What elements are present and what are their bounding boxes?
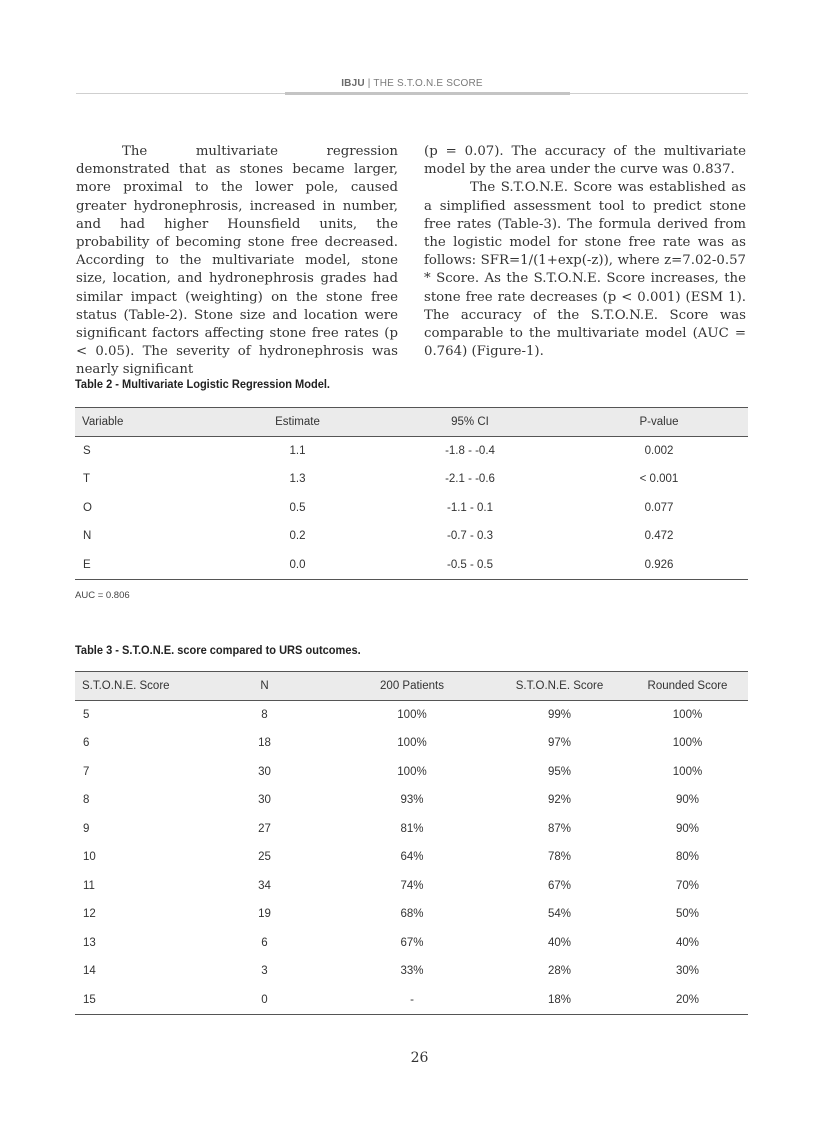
table2	[75, 407, 748, 580]
table-cell: 100%	[672, 737, 703, 750]
table-row	[75, 843, 748, 872]
table-cell: 0.002	[644, 445, 674, 457]
table-row	[75, 465, 748, 494]
table-cell: 8	[261, 709, 268, 721]
table-row	[75, 437, 748, 466]
table-cell: 5	[83, 709, 90, 721]
table3	[75, 671, 748, 1015]
table-cell: 78%	[547, 851, 572, 864]
table-cell: 68%	[400, 908, 424, 921]
table3-header-cell: S.T.O.N.E. Score	[492, 672, 627, 701]
table-cell: -0.7 - 0.3	[446, 530, 494, 543]
table3-caption: Table 3 - S.T.O.N.E. score compared to URS outcomes.	[75, 643, 361, 657]
table-cell: 100%	[672, 765, 703, 778]
table-cell: 100%	[397, 709, 427, 721]
table-cell: 34	[258, 879, 271, 892]
table-cell: N	[83, 530, 92, 543]
table-cell: 30%	[675, 965, 700, 978]
table-cell: 0.5	[289, 501, 306, 514]
running-header	[76, 78, 748, 89]
table-cell: 10	[83, 851, 96, 864]
table-cell: E	[75, 551, 225, 580]
table-row	[75, 986, 748, 1015]
table-row	[75, 786, 748, 815]
header-title: THE S.T.O.N.E SCORE	[373, 78, 483, 89]
table-row	[75, 758, 748, 787]
table-cell: -1.1 - 0.1	[446, 501, 494, 514]
table-cell: 97%	[547, 737, 572, 750]
table-cell: 54%	[547, 908, 572, 921]
table2-caption: Table 2 - Multivariate Logistic Regression Model.	[75, 377, 330, 391]
table-cell: 0	[197, 986, 332, 1015]
table-cell: 0.472	[644, 530, 674, 543]
table-cell: 18	[258, 737, 271, 750]
table3-header-cell: 200 Patients	[332, 672, 492, 701]
table3-header-cell: N	[197, 672, 332, 701]
table-cell: 70%	[675, 879, 700, 892]
table2-header-cell: 95% CI	[370, 408, 570, 437]
right-paragraph-2: The S.T.O.N.E. Score was established as a simplified assessment tool to predict stone free rates (Table-3). The formula derived from the logistic model for stone free rate was as follows: SFR=1/(1+exp(-z)), where z=7.02-0.57 * Score. As the S.T.O.N.E. Score increases, the stone free rate decreases (p < 0.001) (ESM 1). The accuracy of the S.T.O.N.E. Score was comparable to the multivariate model (AUC = 0.764) (Figure-1).	[424, 180, 746, 360]
table-row	[75, 900, 748, 929]
table-cell: 67%	[547, 879, 572, 892]
table2-body	[75, 437, 748, 580]
table-cell: 90%	[675, 822, 700, 835]
table-cell: 81%	[400, 822, 424, 835]
table3-body	[75, 701, 748, 1015]
table-row	[75, 957, 748, 986]
left-paragraph: The multivariate regression demonstrated that as stones became larger, more proximal to the lower pole, caused greater hydronephrosis, increased in number, and had higher Hounsfield units, the probability of becoming stone free decreased. According to the multivariate model, stone size, location, and hydronephrosis grades had similar impact (weighting) on the stone free status (Table-2). Stone size and location were significant factors affecting stone free rates (p < 0.05). The severity of hydronephrosis was nearly significant	[76, 144, 398, 378]
table-cell: 100%	[397, 737, 427, 750]
table-cell: 25	[258, 851, 271, 864]
table2-header-cell: P-value	[570, 408, 748, 437]
table2-header-cell: Estimate	[225, 408, 370, 437]
table-row	[75, 494, 748, 523]
header-separator: |	[367, 78, 371, 89]
table-cell: O	[83, 501, 92, 514]
table-cell: 0.0	[225, 551, 370, 580]
table-cell: 64%	[400, 851, 424, 864]
table-row	[75, 701, 748, 730]
table-cell: 92%	[547, 794, 572, 807]
body-column-left	[76, 143, 398, 380]
table-cell: 90%	[675, 794, 700, 807]
table-cell: 11	[83, 879, 95, 892]
table-cell: 12	[83, 908, 96, 921]
table-row	[75, 872, 748, 901]
header-rule-accent	[285, 92, 570, 95]
page-number: 26	[410, 1050, 429, 1066]
table-cell: 8	[83, 794, 90, 807]
table-cell: 14	[83, 965, 96, 978]
table3-header-cell: S.T.O.N.E. Score	[75, 672, 197, 701]
table-cell: S	[83, 445, 91, 457]
table-row	[75, 815, 748, 844]
table-cell: 100%	[672, 709, 703, 721]
table-cell: 74%	[400, 879, 424, 892]
table-cell: 67%	[400, 936, 424, 949]
table-cell: 9	[83, 822, 90, 835]
table-cell: 7	[83, 765, 90, 778]
table-cell: 30	[258, 765, 271, 778]
table-cell: T	[83, 473, 91, 486]
table-cell: 28%	[547, 965, 572, 978]
table3-header-row	[75, 672, 748, 701]
table-cell: 6	[83, 737, 90, 750]
table-row	[75, 729, 748, 758]
table-cell: 27	[258, 822, 271, 835]
table-cell: 80%	[675, 851, 700, 864]
right-paragraph-1: (p = 0.07). The accuracy of the multivariate model by the area under the curve was 0.837.	[424, 144, 746, 178]
table-cell: 0.926	[570, 551, 748, 580]
table-row	[75, 522, 748, 551]
table-cell: 30	[258, 794, 271, 807]
table-cell: 0.2	[289, 530, 306, 543]
table3-header-cell: Rounded Score	[627, 672, 748, 701]
table-cell: 40%	[547, 936, 572, 949]
table-cell: 18%	[492, 986, 627, 1015]
table-cell: 19	[258, 908, 271, 921]
table-cell: -1.8 - -0.4	[445, 445, 495, 457]
table-cell: 20%	[627, 986, 748, 1015]
body-column-right	[424, 143, 746, 361]
table-row	[75, 929, 748, 958]
table-cell: -0.5 - 0.5	[370, 551, 570, 580]
journal-abbrev: IBJU	[341, 78, 365, 89]
table-cell: 40%	[675, 936, 700, 949]
table-cell: 87%	[547, 822, 572, 835]
table-cell: < 0.001	[639, 473, 679, 486]
table-cell: -	[332, 986, 492, 1015]
table2-header-row	[75, 408, 748, 437]
table-cell: 15	[75, 986, 197, 1015]
table-cell: -2.1 - -0.6	[445, 473, 495, 486]
table-cell: 0.077	[644, 501, 674, 514]
table-cell: 6	[261, 936, 268, 949]
table-cell: 93%	[400, 794, 424, 807]
table-cell: 95%	[547, 765, 572, 778]
table-row	[75, 551, 748, 580]
table2-footnote: AUC = 0.806	[75, 590, 130, 601]
table2-header-cell: Variable	[75, 408, 225, 437]
table-cell: 33%	[400, 965, 424, 978]
table-cell: 99%	[547, 709, 572, 721]
table-cell: 3	[261, 965, 268, 978]
table-cell: 50%	[675, 908, 700, 921]
table-cell: 100%	[397, 765, 427, 778]
table-cell: 1.3	[289, 473, 306, 486]
table-cell: 13	[83, 936, 96, 949]
table-cell: 1.1	[289, 445, 306, 457]
